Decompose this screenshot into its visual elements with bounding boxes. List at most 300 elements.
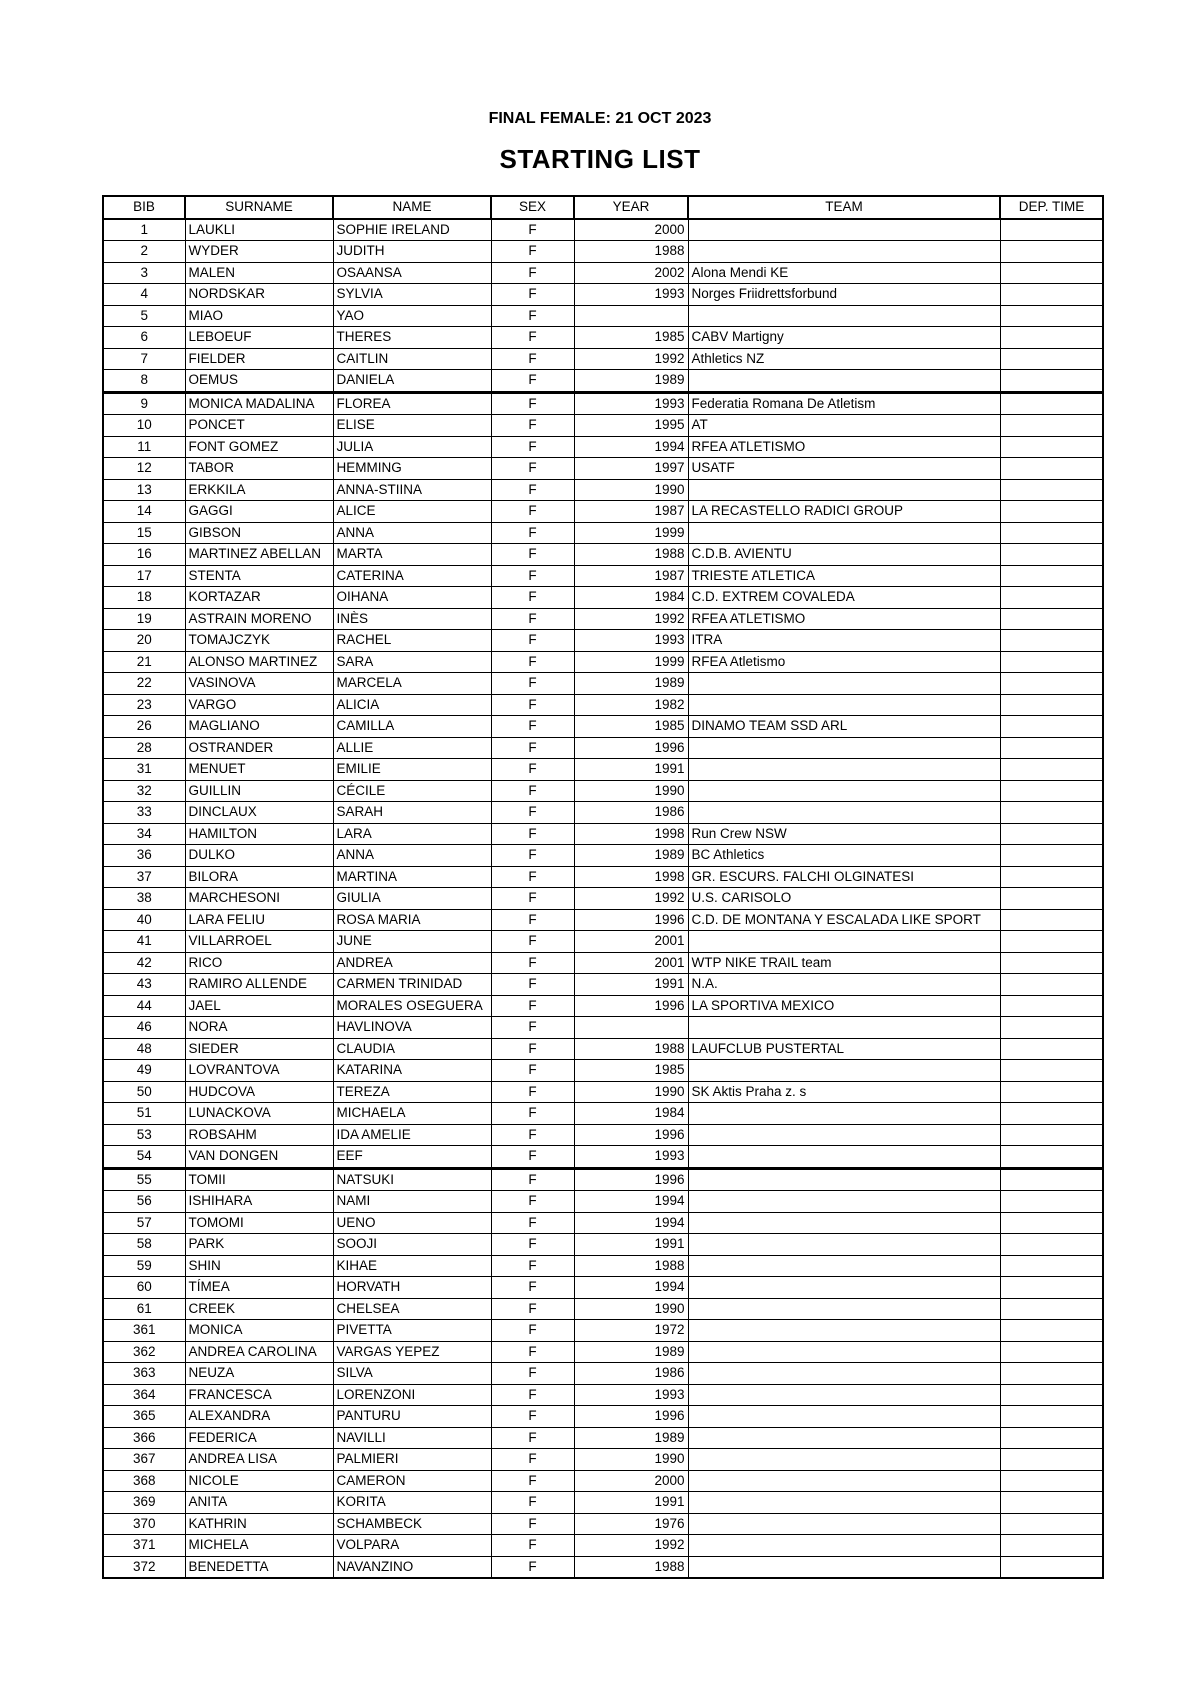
sex-cell: F (491, 458, 574, 480)
team-cell (688, 305, 1000, 327)
name-cell: HEMMING (333, 458, 491, 480)
surname-cell: STENTA (185, 565, 333, 587)
year-cell: 1998 (574, 866, 688, 888)
sex-cell: F (491, 1212, 574, 1234)
team-cell: GR. ESCURS. FALCHI OLGINATESI (688, 866, 1000, 888)
team-cell (688, 1168, 1000, 1191)
table-row (103, 1449, 1103, 1471)
surname-cell: ROBSAHM (185, 1124, 333, 1146)
year-cell: 1990 (574, 780, 688, 802)
column-header-name: NAME (333, 196, 491, 219)
table-row (103, 737, 1103, 759)
dep-time-cell (1000, 1191, 1103, 1213)
bib-cell: 31 (103, 759, 185, 781)
year-cell: 1985 (574, 1060, 688, 1082)
column-header-team: TEAM (688, 196, 1000, 219)
surname-cell: GUILLIN (185, 780, 333, 802)
sex-cell: F (491, 436, 574, 458)
dep-time-cell (1000, 1556, 1103, 1578)
bib-cell: 11 (103, 436, 185, 458)
surname-cell: TOMII (185, 1168, 333, 1191)
year-cell: 1987 (574, 565, 688, 587)
sex-cell: F (491, 931, 574, 953)
name-cell: JUNE (333, 931, 491, 953)
bib-cell: 55 (103, 1168, 185, 1191)
table-header-row (103, 196, 1103, 219)
table-row (103, 1060, 1103, 1082)
team-cell: TRIESTE ATLETICA (688, 565, 1000, 587)
surname-cell: CREEK (185, 1298, 333, 1320)
column-header-surname: SURNAME (185, 196, 333, 219)
name-cell: PIVETTA (333, 1320, 491, 1342)
dep-time-cell (1000, 802, 1103, 824)
page-title: STARTING LIST (499, 144, 701, 174)
dep-time-cell (1000, 392, 1103, 415)
table-row (103, 694, 1103, 716)
name-cell: PANTURU (333, 1406, 491, 1428)
table-row (103, 479, 1103, 501)
team-cell: SK Aktis Praha z. s (688, 1081, 1000, 1103)
surname-cell: DULKO (185, 845, 333, 867)
year-cell: 1993 (574, 1384, 688, 1406)
sex-cell: F (491, 1556, 574, 1578)
year-cell: 1988 (574, 544, 688, 566)
dep-time-cell (1000, 479, 1103, 501)
name-cell: GIULIA (333, 888, 491, 910)
dep-time-cell (1000, 565, 1103, 587)
surname-cell: LEBOEUF (185, 327, 333, 349)
bib-cell: 32 (103, 780, 185, 802)
sex-cell: F (491, 866, 574, 888)
surname-cell: FRANCESCA (185, 1384, 333, 1406)
year-cell: 2002 (574, 262, 688, 284)
year-cell: 1985 (574, 327, 688, 349)
team-cell: RFEA ATLETISMO (688, 608, 1000, 630)
dep-time-cell (1000, 931, 1103, 953)
surname-cell: LARA FELIU (185, 909, 333, 931)
sex-cell: F (491, 1513, 574, 1535)
name-cell: ANDREA (333, 952, 491, 974)
surname-cell: BENEDETTA (185, 1556, 333, 1578)
name-cell: MARCELA (333, 673, 491, 695)
bib-cell: 5 (103, 305, 185, 327)
name-cell: KIHAE (333, 1255, 491, 1277)
sex-cell: F (491, 630, 574, 652)
table-row (103, 888, 1103, 910)
table-row (103, 952, 1103, 974)
sex-cell: F (491, 348, 574, 370)
sex-cell: F (491, 995, 574, 1017)
team-cell (688, 522, 1000, 544)
year-cell: 1993 (574, 1146, 688, 1169)
sex-cell: F (491, 974, 574, 996)
dep-time-cell (1000, 608, 1103, 630)
year-cell: 1989 (574, 370, 688, 393)
sex-cell: F (491, 1449, 574, 1471)
year-cell: 1991 (574, 974, 688, 996)
dep-time-cell (1000, 1277, 1103, 1299)
bib-cell: 12 (103, 458, 185, 480)
bib-cell: 15 (103, 522, 185, 544)
bib-cell: 53 (103, 1124, 185, 1146)
year-cell: 1993 (574, 284, 688, 306)
surname-cell: KATHRIN (185, 1513, 333, 1535)
name-cell: DANIELA (333, 370, 491, 393)
dep-time-cell (1000, 1384, 1103, 1406)
surname-cell: OEMUS (185, 370, 333, 393)
team-cell: C.D. EXTREM COVALEDA (688, 587, 1000, 609)
sex-cell: F (491, 1363, 574, 1385)
year-cell: 1991 (574, 1234, 688, 1256)
surname-cell: MENUET (185, 759, 333, 781)
dep-time-cell (1000, 866, 1103, 888)
bib-cell: 41 (103, 931, 185, 953)
bib-cell: 34 (103, 823, 185, 845)
table-row (103, 1124, 1103, 1146)
year-cell (574, 1017, 688, 1039)
team-cell: RFEA Atletismo (688, 651, 1000, 673)
bib-cell: 8 (103, 370, 185, 393)
name-cell: UENO (333, 1212, 491, 1234)
name-cell: NAVILLI (333, 1427, 491, 1449)
dep-time-cell (1000, 651, 1103, 673)
dep-time-cell (1000, 673, 1103, 695)
dep-time-cell (1000, 1341, 1103, 1363)
table-row (103, 1535, 1103, 1557)
sex-cell: F (491, 544, 574, 566)
column-header-dep-time: DEP. TIME (1000, 196, 1103, 219)
year-cell: 1984 (574, 587, 688, 609)
dep-time-cell (1000, 1255, 1103, 1277)
team-cell (688, 737, 1000, 759)
table-row (103, 866, 1103, 888)
table-row (103, 415, 1103, 437)
table-row (103, 780, 1103, 802)
dep-time-cell (1000, 1081, 1103, 1103)
year-cell: 1986 (574, 802, 688, 824)
name-cell: TEREZA (333, 1081, 491, 1103)
dep-time-cell (1000, 501, 1103, 523)
team-cell (688, 1060, 1000, 1082)
surname-cell: MARTINEZ ABELLAN (185, 544, 333, 566)
dep-time-cell (1000, 780, 1103, 802)
table-row (103, 219, 1103, 241)
team-cell (688, 1320, 1000, 1342)
sex-cell: F (491, 716, 574, 738)
dep-time-cell (1000, 544, 1103, 566)
table-row (103, 436, 1103, 458)
name-cell: SARA (333, 651, 491, 673)
team-cell: WTP NIKE TRAIL team (688, 952, 1000, 974)
bib-cell: 28 (103, 737, 185, 759)
table-row (103, 348, 1103, 370)
sex-cell: F (491, 802, 574, 824)
name-cell: ELISE (333, 415, 491, 437)
surname-cell: ANITA (185, 1492, 333, 1514)
bib-cell: 17 (103, 565, 185, 587)
sex-cell: F (491, 587, 574, 609)
year-cell: 1994 (574, 1191, 688, 1213)
bib-cell: 20 (103, 630, 185, 652)
name-cell: ANNA (333, 522, 491, 544)
surname-cell: ALEXANDRA (185, 1406, 333, 1428)
table-row (103, 995, 1103, 1017)
dep-time-cell (1000, 737, 1103, 759)
surname-cell: VILLARROEL (185, 931, 333, 953)
name-cell: INÈS (333, 608, 491, 630)
year-cell: 1997 (574, 458, 688, 480)
surname-cell: VAN DONGEN (185, 1146, 333, 1169)
surname-cell: NEUZA (185, 1363, 333, 1385)
team-cell (688, 1255, 1000, 1277)
year-cell: 2001 (574, 952, 688, 974)
surname-cell: SIEDER (185, 1038, 333, 1060)
dep-time-cell (1000, 436, 1103, 458)
year-cell: 1989 (574, 673, 688, 695)
column-header-bib: BIB (103, 196, 185, 219)
name-cell: MARTA (333, 544, 491, 566)
dep-time-cell (1000, 1168, 1103, 1191)
surname-cell: LAUKLI (185, 219, 333, 241)
year-cell: 1976 (574, 1513, 688, 1535)
sex-cell: F (491, 1255, 574, 1277)
sex-cell: F (491, 608, 574, 630)
table-row (103, 1017, 1103, 1039)
table-row (103, 305, 1103, 327)
sex-cell: F (491, 415, 574, 437)
sex-cell: F (491, 1470, 574, 1492)
table-row (103, 1384, 1103, 1406)
table-row (103, 327, 1103, 349)
year-cell: 1985 (574, 716, 688, 738)
surname-cell: RICO (185, 952, 333, 974)
bib-cell: 50 (103, 1081, 185, 1103)
table-row (103, 241, 1103, 263)
year-cell: 1994 (574, 436, 688, 458)
surname-cell: SHIN (185, 1255, 333, 1277)
table-row (103, 1298, 1103, 1320)
table-row (103, 1103, 1103, 1125)
bib-cell: 16 (103, 544, 185, 566)
team-cell: BC Athletics (688, 845, 1000, 867)
team-cell: USATF (688, 458, 1000, 480)
dep-time-cell (1000, 1234, 1103, 1256)
name-cell: EMILIE (333, 759, 491, 781)
name-cell: SOOJI (333, 1234, 491, 1256)
bib-cell: 364 (103, 1384, 185, 1406)
sex-cell: F (491, 262, 574, 284)
table-row (103, 1427, 1103, 1449)
name-cell: MICHAELA (333, 1103, 491, 1125)
sex-cell: F (491, 1384, 574, 1406)
team-cell (688, 1427, 1000, 1449)
year-cell: 1996 (574, 909, 688, 931)
dep-time-cell (1000, 1038, 1103, 1060)
sex-cell: F (491, 694, 574, 716)
sex-cell: F (491, 1492, 574, 1514)
bib-cell: 19 (103, 608, 185, 630)
name-cell: NAVANZINO (333, 1556, 491, 1578)
bib-cell: 51 (103, 1103, 185, 1125)
surname-cell: VARGO (185, 694, 333, 716)
dep-time-cell (1000, 1406, 1103, 1428)
bib-cell: 61 (103, 1298, 185, 1320)
dep-time-cell (1000, 1363, 1103, 1385)
name-cell: OSAANSA (333, 262, 491, 284)
sex-cell: F (491, 651, 574, 673)
surname-cell: MONICA MADALINA (185, 392, 333, 415)
name-cell: RACHEL (333, 630, 491, 652)
surname-cell: FEDERICA (185, 1427, 333, 1449)
team-cell (688, 1363, 1000, 1385)
sex-cell: F (491, 1103, 574, 1125)
bib-cell: 60 (103, 1277, 185, 1299)
table-row (103, 974, 1103, 996)
name-cell: SYLVIA (333, 284, 491, 306)
starting-list-table (102, 195, 1104, 1579)
year-cell: 1996 (574, 737, 688, 759)
sex-cell: F (491, 284, 574, 306)
name-cell: CAMILLA (333, 716, 491, 738)
team-cell (688, 1406, 1000, 1428)
dep-time-cell (1000, 1146, 1103, 1169)
table-row (103, 1277, 1103, 1299)
table-row (103, 823, 1103, 845)
dep-time-cell (1000, 995, 1103, 1017)
surname-cell: JAEL (185, 995, 333, 1017)
dep-time-cell (1000, 327, 1103, 349)
year-cell: 1994 (574, 1277, 688, 1299)
sex-cell: F (491, 1038, 574, 1060)
surname-cell: NORA (185, 1017, 333, 1039)
name-cell: THERES (333, 327, 491, 349)
surname-cell: HUDCOVA (185, 1081, 333, 1103)
table-row (103, 1363, 1103, 1385)
dep-time-cell (1000, 219, 1103, 241)
surname-cell: ALONSO MARTINEZ (185, 651, 333, 673)
bib-cell: 371 (103, 1535, 185, 1557)
name-cell: KATARINA (333, 1060, 491, 1082)
table-row (103, 1038, 1103, 1060)
table-row (103, 1255, 1103, 1277)
table-row (103, 1470, 1103, 1492)
surname-cell: TÍMEA (185, 1277, 333, 1299)
bib-cell: 36 (103, 845, 185, 867)
dep-time-cell (1000, 587, 1103, 609)
bib-cell: 363 (103, 1363, 185, 1385)
team-cell (688, 1535, 1000, 1557)
year-cell: 1987 (574, 501, 688, 523)
column-header-year: YEAR (574, 196, 688, 219)
year-cell: 1988 (574, 1255, 688, 1277)
bib-cell: 48 (103, 1038, 185, 1060)
sex-cell: F (491, 673, 574, 695)
year-cell: 1996 (574, 995, 688, 1017)
surname-cell: KORTAZAR (185, 587, 333, 609)
year-cell: 1998 (574, 823, 688, 845)
surname-cell: HAMILTON (185, 823, 333, 845)
name-cell: NATSUKI (333, 1168, 491, 1191)
table-row (103, 716, 1103, 738)
bib-cell: 54 (103, 1146, 185, 1169)
team-cell: DINAMO TEAM SSD ARL (688, 716, 1000, 738)
year-cell: 1999 (574, 651, 688, 673)
sex-cell: F (491, 522, 574, 544)
table-row (103, 522, 1103, 544)
bib-cell: 368 (103, 1470, 185, 1492)
team-cell (688, 1146, 1000, 1169)
surname-cell: MIAO (185, 305, 333, 327)
year-cell: 1996 (574, 1168, 688, 1191)
year-cell (574, 305, 688, 327)
team-cell (688, 219, 1000, 241)
bib-cell: 57 (103, 1212, 185, 1234)
dep-time-cell (1000, 888, 1103, 910)
name-cell: ALICE (333, 501, 491, 523)
surname-cell: ERKKILA (185, 479, 333, 501)
dep-time-cell (1000, 1470, 1103, 1492)
sex-cell: F (491, 1081, 574, 1103)
year-cell: 1982 (574, 694, 688, 716)
sex-cell: F (491, 1406, 574, 1428)
name-cell: EEF (333, 1146, 491, 1169)
year-cell: 1992 (574, 348, 688, 370)
bib-cell: 21 (103, 651, 185, 673)
table-row (103, 1320, 1103, 1342)
sex-cell: F (491, 1124, 574, 1146)
bib-cell: 18 (103, 587, 185, 609)
team-cell (688, 1298, 1000, 1320)
bib-cell: 49 (103, 1060, 185, 1082)
dep-time-cell (1000, 1513, 1103, 1535)
team-cell: Run Crew NSW (688, 823, 1000, 845)
team-cell (688, 479, 1000, 501)
dep-time-cell (1000, 952, 1103, 974)
bib-cell: 366 (103, 1427, 185, 1449)
name-cell: CARMEN TRINIDAD (333, 974, 491, 996)
name-cell: VARGAS YEPEZ (333, 1341, 491, 1363)
team-cell (688, 759, 1000, 781)
surname-cell: MAGLIANO (185, 716, 333, 738)
team-cell (688, 370, 1000, 393)
team-cell (688, 1234, 1000, 1256)
bib-cell: 10 (103, 415, 185, 437)
year-cell: 1996 (574, 1124, 688, 1146)
name-cell: CÉCILE (333, 780, 491, 802)
surname-cell: VASINOVA (185, 673, 333, 695)
bib-cell: 1 (103, 219, 185, 241)
sex-cell: F (491, 1298, 574, 1320)
surname-cell: BILORA (185, 866, 333, 888)
bib-cell: 59 (103, 1255, 185, 1277)
name-cell: ALLIE (333, 737, 491, 759)
sex-cell: F (491, 1146, 574, 1169)
team-cell: C.D.B. AVIENTU (688, 544, 1000, 566)
table-row (103, 1146, 1103, 1169)
team-cell: RFEA ATLETISMO (688, 436, 1000, 458)
surname-cell: MICHELA (185, 1535, 333, 1557)
year-cell: 1992 (574, 888, 688, 910)
name-cell: ANNA-STIINA (333, 479, 491, 501)
team-cell (688, 780, 1000, 802)
bib-cell: 38 (103, 888, 185, 910)
year-cell: 1993 (574, 392, 688, 415)
bib-cell: 22 (103, 673, 185, 695)
bib-cell: 44 (103, 995, 185, 1017)
name-cell: SCHAMBECK (333, 1513, 491, 1535)
sex-cell: F (491, 565, 574, 587)
team-cell (688, 1492, 1000, 1514)
